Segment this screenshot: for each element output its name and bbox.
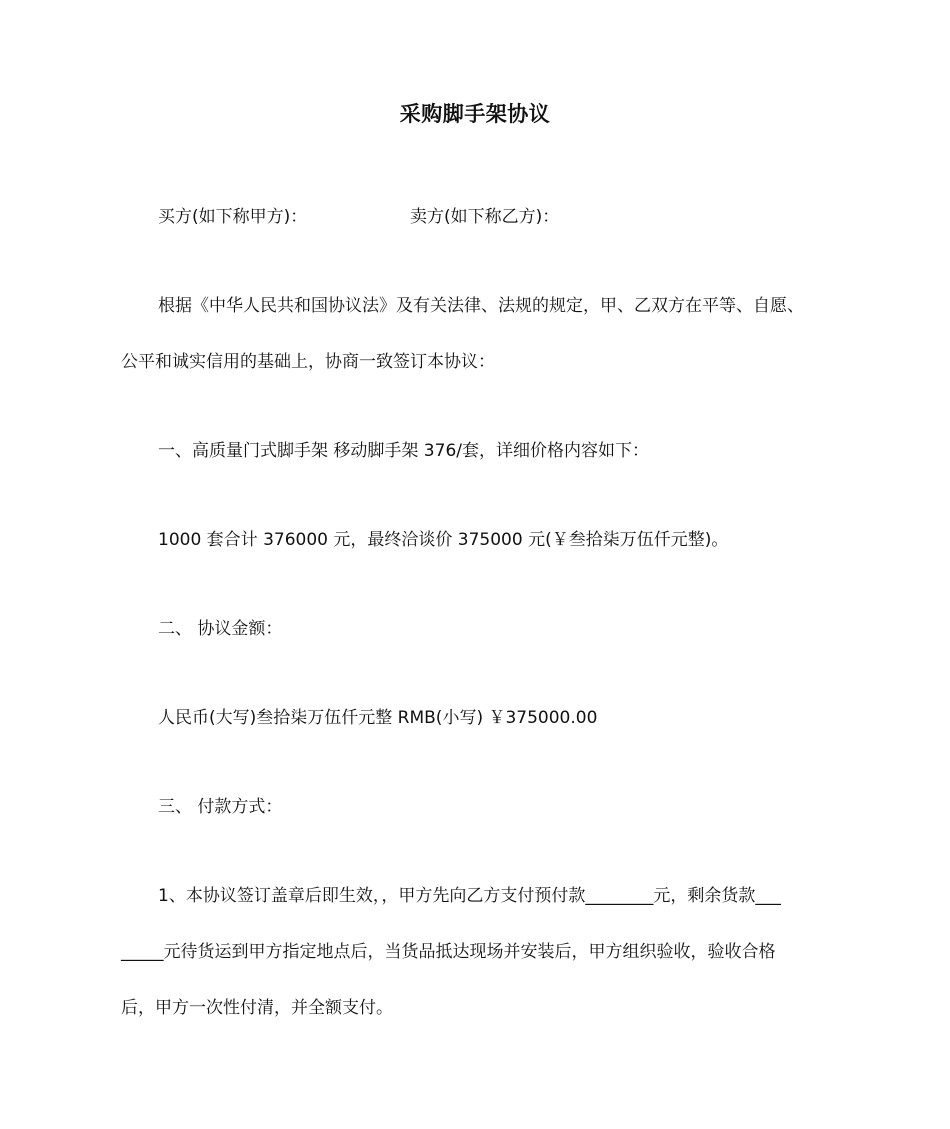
item-1-description: 一、高质量门式脚手架 移动脚手架 376/套，详细价格内容如下：: [158, 441, 649, 461]
payment-terms-line-1: 1、本协议签订盖章后即生效，，甲方先向乙方支付预付款________元，剩余货款___: [158, 886, 781, 906]
payment-terms-line-2: _____元待货运到甲方指定地点后，当货品抵达现场并安装后，甲方组织验收，验收合格: [121, 942, 776, 962]
section-2-heading: 二、 协议金额：: [158, 619, 283, 639]
section-3-heading: 三、 付款方式：: [158, 797, 283, 817]
item-1-price-detail: 1000 套合计 376000 元，最终洽谈价 375000 元(￥叁拾柒万伍仟元整)。: [158, 530, 729, 550]
seller-label: 卖方(如下称乙方)：: [410, 207, 560, 227]
intro-paragraph-line-2: 公平和诚实信用的基础上，协商一致签订本协议：: [121, 352, 495, 372]
payment-terms-line-3: 后，甲方一次性付清，并全额支付。: [121, 998, 393, 1018]
document-title: 采购脚手架协议: [399, 102, 551, 126]
section-2-amount: 人民币(大写)叁拾柒万伍仟元整 RMB(小写) ￥375000.00: [158, 708, 598, 728]
intro-paragraph-line-1: 根据《中华人民共和国协议法》及有关法律、法规的规定，甲、乙双方在平等、自愿、: [158, 296, 804, 316]
buyer-label: 买方(如下称甲方)：: [158, 207, 308, 227]
